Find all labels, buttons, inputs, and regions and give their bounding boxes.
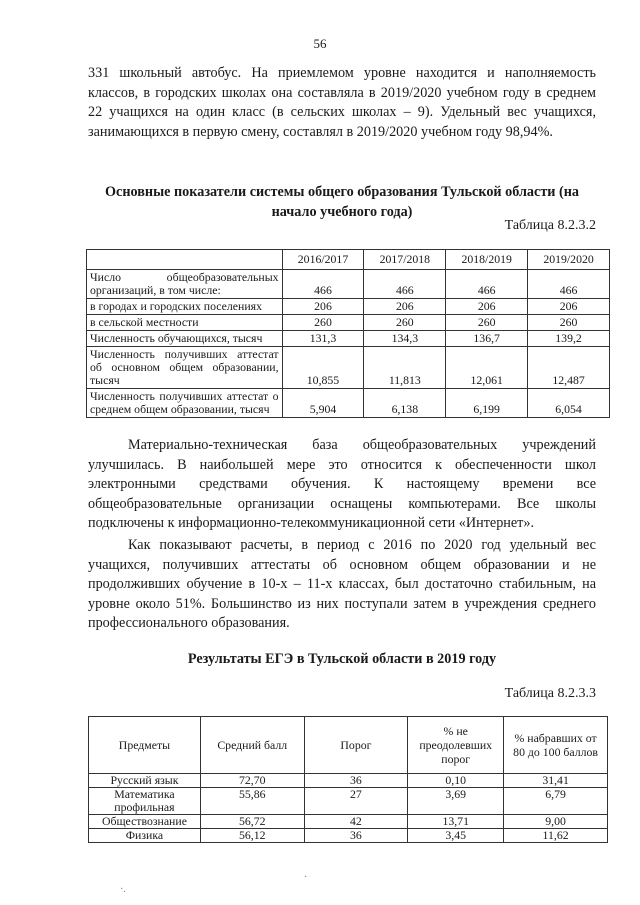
table-cell: 0,10 [408, 774, 504, 788]
table2-caption: Таблица 8.2.3.3 [504, 686, 596, 701]
table-cell: 466 [364, 270, 446, 299]
table-cell: 206 [364, 299, 446, 315]
table-cell: 12,061 [446, 347, 528, 389]
table-cell: 206 [282, 299, 364, 315]
table1-title: Основные показатели системы общего образования Тульской области (на начало учебного года) [105, 184, 579, 220]
table-cell: 6,79 [504, 788, 608, 815]
table-row [87, 389, 610, 418]
table-cell: 12,487 [528, 347, 610, 389]
table-cell: 27 [304, 788, 408, 815]
header-cell: Предметы [89, 717, 201, 774]
paragraph-material-base: Материально-техническая база общеобразовательных учреждений улучшилась. В наибольшей мере это относится к обеспеченности школ электронными средствами обучения. К настоящему времени все общеобразовательные организации оснащены компьютерами. Все школы подключены к информационно-телекоммуникационной сети «Интернет». [88, 437, 596, 532]
table-header-row [87, 250, 610, 270]
row-label: в городах и городских поселениях [87, 299, 283, 315]
table-row [87, 315, 610, 331]
table-cell: 206 [528, 299, 610, 315]
table-cell: 466 [446, 270, 528, 299]
table-cell: 42 [304, 815, 408, 829]
table-cell: 260 [364, 315, 446, 331]
table2-title: Результаты ЕГЭ в Тульской области в 2019 году [187, 651, 497, 667]
table-row [89, 788, 608, 815]
header-cell: 2017/2018 [364, 250, 446, 270]
table-row [89, 815, 608, 829]
table-cell: 9,00 [504, 815, 608, 829]
table-row [89, 774, 608, 788]
table-cell: 55,86 [200, 788, 304, 815]
table-cell: 72,70 [200, 774, 304, 788]
header-cell: 2016/2017 [282, 250, 364, 270]
table-cell: 260 [528, 315, 610, 331]
table-row [87, 331, 610, 347]
table-cell: 136,7 [446, 331, 528, 347]
header-cell: Средний балл [200, 717, 304, 774]
table-cell: 5,904 [282, 389, 364, 418]
table-cell: 56,12 [200, 829, 304, 843]
table-cell: 134,3 [364, 331, 446, 347]
subject-cell: Русский язык [89, 774, 201, 788]
header-cell: 2019/2020 [528, 250, 610, 270]
row-label: Численность получивших аттестат об основном общем образовании, тысяч [87, 347, 283, 389]
scan-speck-mark: ·. [120, 884, 126, 895]
paragraph-calculations: Как показывают расчеты, в период с 2016 по 2020 год удельный вес учащихся, получивших аттестаты об основном общем образовании и не продолживших обучение в 10-х – 11-х классах, был достаточно стабильным, на уровне около 51%. Большинство из них поступали затем в учреждения среднего профессионального образования. [88, 537, 596, 632]
table-cell: 6,199 [446, 389, 528, 418]
table-row [87, 347, 610, 389]
subject-cell: Физика [89, 829, 201, 843]
header-cell: % набравших от 80 до 100 баллов [504, 717, 608, 774]
table-cell: 56,72 [200, 815, 304, 829]
table-cell: 36 [304, 774, 408, 788]
header-cell [87, 250, 283, 270]
education-indicators-table [86, 249, 610, 418]
table-row [87, 299, 610, 315]
table-cell: 36 [304, 829, 408, 843]
row-label: Численность получивших аттестат о среднем общем образовании, тысяч [87, 389, 283, 418]
page-number: 56 [313, 36, 327, 51]
table-cell: 3,69 [408, 788, 504, 815]
scan-speck-mark: · [304, 872, 308, 883]
row-label: Численность обучающихся, тысяч [87, 331, 283, 347]
table-cell: 466 [528, 270, 610, 299]
table-cell: 10,855 [282, 347, 364, 389]
header-cell: 2018/2019 [446, 250, 528, 270]
table-cell: 31,41 [504, 774, 608, 788]
table-header-row [89, 717, 608, 774]
table1-caption: Таблица 8.2.3.2 [504, 218, 596, 233]
table-cell: 6,138 [364, 389, 446, 418]
row-label: в сельской местности [87, 315, 283, 331]
row-label: Число общеобразовательных организаций, в том числе: [87, 270, 283, 299]
table-cell: 260 [446, 315, 528, 331]
table-cell: 11,813 [364, 347, 446, 389]
intro-paragraph: 331 школьный автобус. На приемлемом уровне находится и наполняемость классов, в городских школах она составляла в 2019/2020 учебном году в среднем 22 учащихся на один класс (в сельских школах – 9). Удельный вес учащихся, занимающихся в первую смену, составлял в 2019/2020 учебном году 98,94%. [88, 65, 596, 140]
table-cell: 13,71 [408, 815, 504, 829]
table-cell: 3,45 [408, 829, 504, 843]
subject-cell: Обществознание [89, 815, 201, 829]
table-cell: 131,3 [282, 331, 364, 347]
table-cell: 206 [446, 299, 528, 315]
table-row [89, 829, 608, 843]
header-cell: Порог [304, 717, 408, 774]
table-cell: 466 [282, 270, 364, 299]
subject-cell: Математика профильная [89, 788, 201, 815]
header-cell: % не преодолевших порог [408, 717, 504, 774]
table-row [87, 270, 610, 299]
exam-results-table [88, 716, 608, 843]
table-cell: 260 [282, 315, 364, 331]
table-cell: 6,054 [528, 389, 610, 418]
table-cell: 139,2 [528, 331, 610, 347]
table-cell: 11,62 [504, 829, 608, 843]
